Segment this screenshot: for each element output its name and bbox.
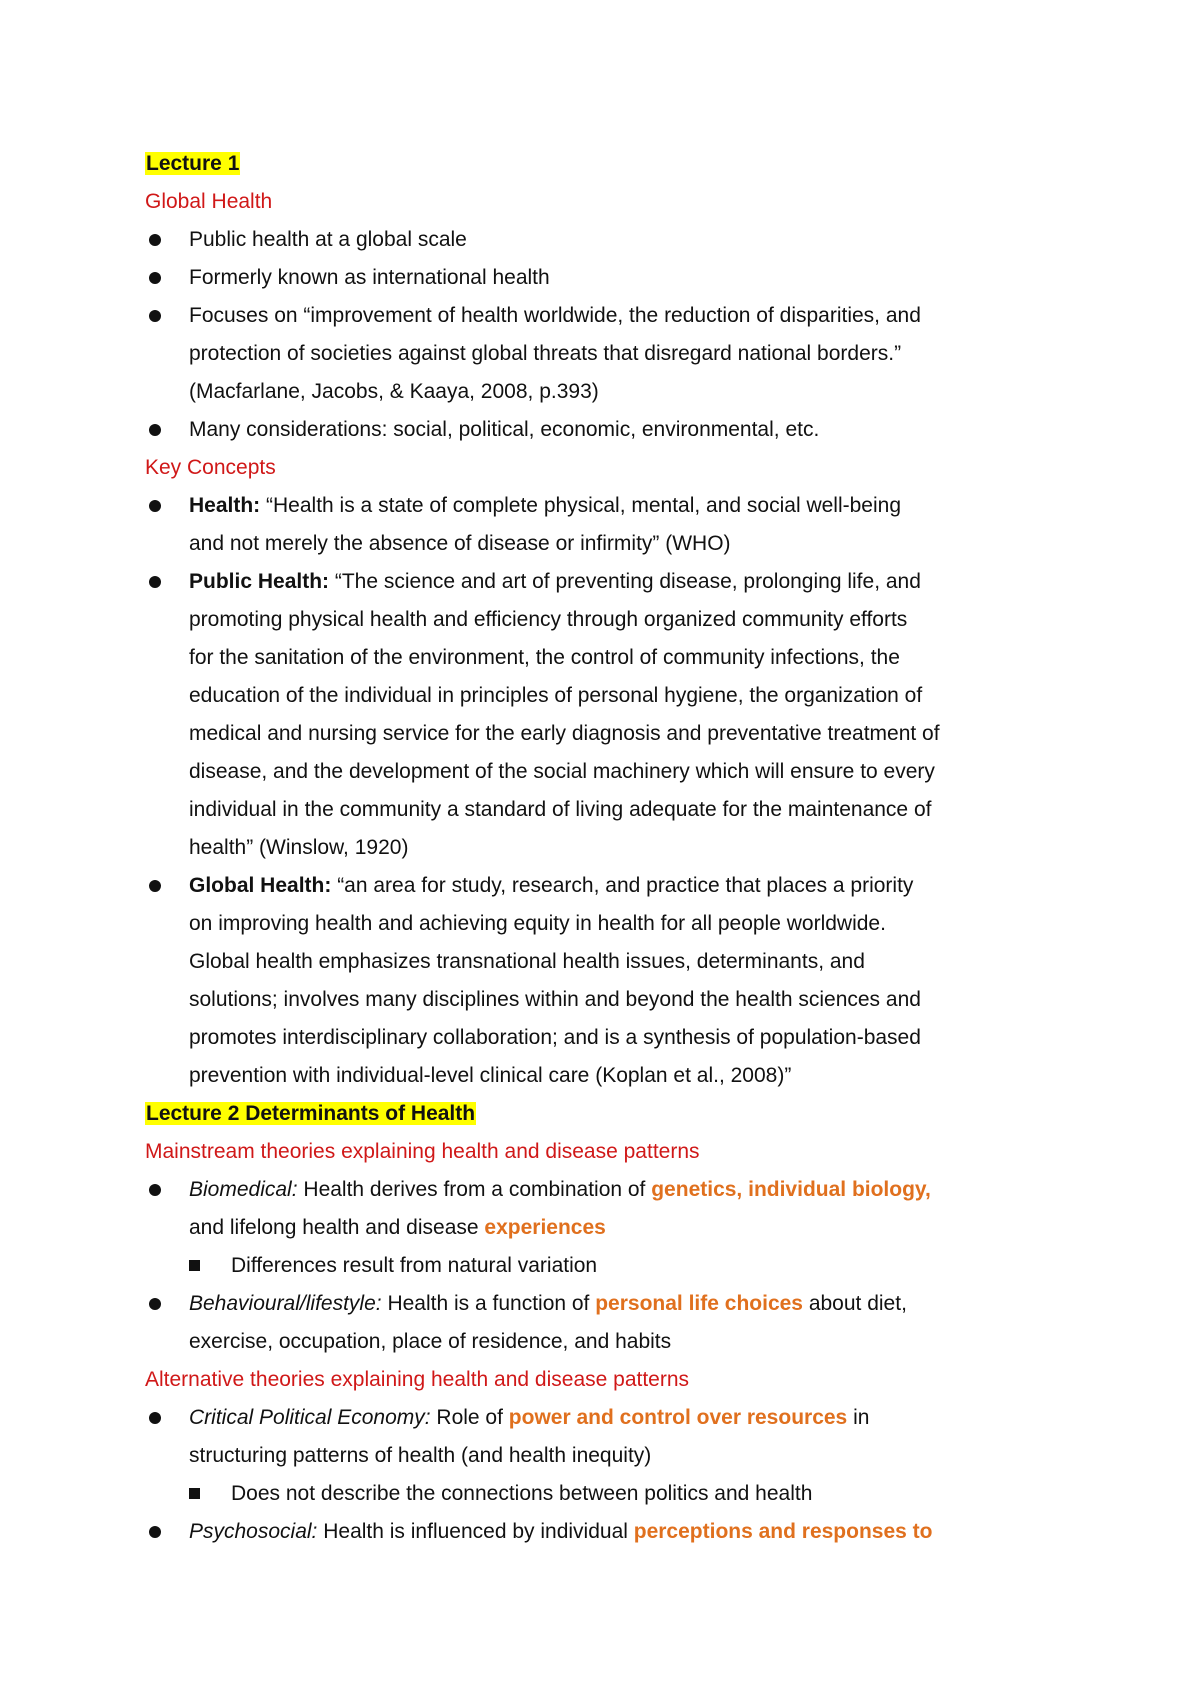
definition-health: Health: “Health is a state of complete physical, mental, and social well-being and not merely the absence of disease or infirmity” (WHO) xyxy=(145,487,1070,563)
bullet-icon xyxy=(149,234,161,246)
term-label: Behavioural/lifestyle: xyxy=(189,1292,382,1315)
sub-list-item: Does not describe the connections between politics and health xyxy=(145,1475,1070,1513)
bullet-icon xyxy=(149,1526,161,1538)
square-bullet-icon xyxy=(189,1488,200,1499)
bullet-icon xyxy=(149,1184,161,1196)
bullet-icon xyxy=(149,500,161,512)
theory-psychosocial: Psychosocial: Health is influenced by individual perceptions and responses to xyxy=(145,1513,1070,1551)
bullet-icon xyxy=(149,1412,161,1424)
lecture-2-heading-row xyxy=(145,1095,1070,1133)
sub-list-item: Differences result from natural variation xyxy=(145,1247,1070,1285)
document-content xyxy=(145,145,1070,1551)
list-item: Public health at a global scale xyxy=(145,221,1070,259)
theory-critical-political-economy: Critical Political Economy: Role of power and control over resources in structuring patterns of health (and health inequity) xyxy=(145,1399,1070,1475)
term-label: Global Health: xyxy=(189,874,332,897)
term-label: Critical Political Economy: xyxy=(189,1406,431,1429)
lecture-1-heading: Lecture 1 xyxy=(146,152,240,175)
list-item: Many considerations: social, political, economic, environmental, etc. xyxy=(145,411,1070,449)
list-item-focuses: Focuses on “improvement of health worldwide, the reduction of disparities, and protection of societies against global threats that disregard national borders.” (Macfarlane, Jacobs, & Kaaya, 2008, p.393) xyxy=(145,297,1070,411)
definition-public-health: Public Health: “The science and art of preventing disease, prolonging life, and promoting physical health and efficiency through organized community efforts for the sanitation of the environment, the control of community infections, the education of the individual in principles of personal hygiene, the organization of medical and nursing service for the early diagnosis and preventative treatment of disease, and the development of the social machinery which will ensure to every individual in the community a standard of living adequate for the maintenance of health” (Winslow, 1920) xyxy=(145,563,1070,867)
bullet-icon xyxy=(149,310,161,322)
highlight-text: power and control over resources xyxy=(508,1406,848,1429)
term-label: Health: xyxy=(189,494,261,517)
lecture-1-heading-row xyxy=(145,145,1070,183)
alternative-theories-subheading: Alternative theories explaining health and disease patterns xyxy=(145,1368,690,1391)
bullet-icon xyxy=(149,1298,161,1310)
bullet-icon xyxy=(149,424,161,436)
theory-behavioural: Behavioural/lifestyle: Health is a function of personal life choices about diet, exercise, occupation, place of residence, and habits xyxy=(145,1285,1070,1361)
list-item: Formerly known as international health xyxy=(145,259,1070,297)
theory-biomedical: Biomedical: Health derives from a combination of genetics, individual biology, and lifelong health and disease experiences xyxy=(145,1171,1070,1247)
square-bullet-icon xyxy=(189,1260,200,1271)
highlight-text: perceptions and responses to xyxy=(633,1520,933,1543)
bullet-icon xyxy=(149,880,161,892)
term-label: Biomedical: xyxy=(189,1178,298,1201)
highlight-text: genetics, individual biology, xyxy=(651,1178,931,1201)
term-label: Psychosocial: xyxy=(189,1520,318,1543)
definition-global-health: Global Health: “an area for study, research, and practice that places a priority on improving health and achieving equity in health for all people worldwide. Global health emphasizes transnational health issues, determinants, and solutions; involves many disciplines within and beyond the health sciences and promotes interdisciplinary collaboration; and is a synthesis of population-based prevention with individual-level clinical care (Koplan et al., 2008)” xyxy=(145,867,1070,1095)
highlight-text: personal life choices xyxy=(595,1292,803,1315)
key-concepts-subheading: Key Concepts xyxy=(145,456,276,479)
highlight-text: experiences xyxy=(484,1216,606,1239)
bullet-icon xyxy=(149,576,161,588)
mainstream-theories-subheading: Mainstream theories explaining health and disease patterns xyxy=(145,1140,700,1163)
lecture-2-heading: Lecture 2 Determinants of Health xyxy=(146,1102,476,1125)
bullet-icon xyxy=(149,272,161,284)
global-health-subheading: Global Health xyxy=(145,190,273,213)
term-label: Public Health: xyxy=(189,570,330,593)
